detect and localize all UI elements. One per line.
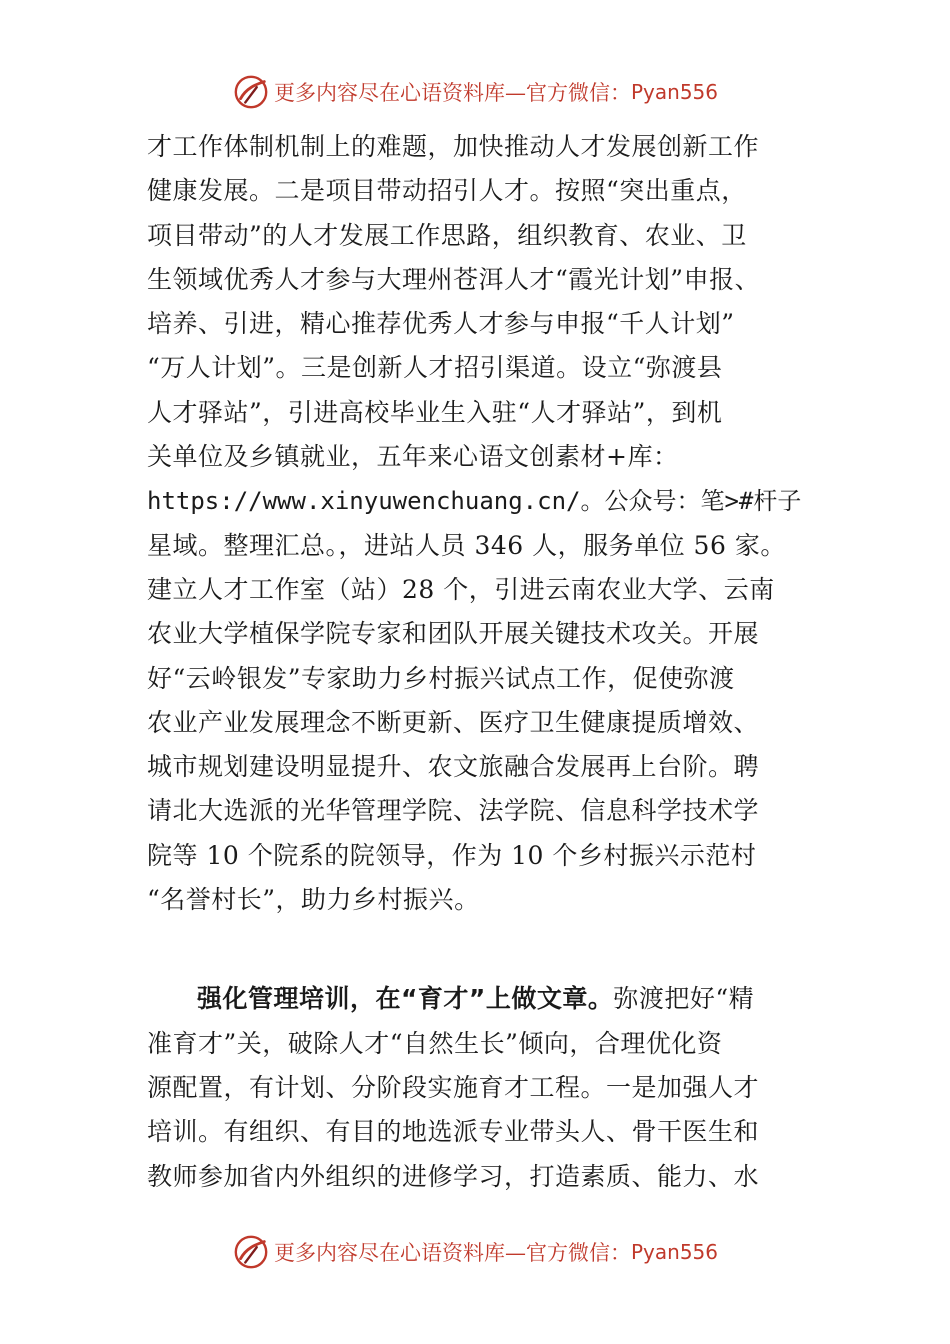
text-line: 请北大选派的光华管理学院、法学院、信息科学技术学 bbox=[147, 796, 760, 826]
text-line: 生领域优秀人才参与大理州苍洱人才“霞光计划”申报、 bbox=[147, 264, 761, 294]
watermark-text: 更多内容尽在心语资料库—官方微信： bbox=[273, 1241, 631, 1265]
text-line: 准育才”关，破除人才“自然生长”倾向，合理优化资 bbox=[147, 1028, 723, 1058]
text-line: “万人计划”。三是创新人才招引渠道。设立“弥渡县 bbox=[147, 353, 723, 383]
text-line: 星域。整理汇总。，进站人员 346 人，服务单位 56 家。 bbox=[147, 530, 786, 560]
text-line-first bbox=[147, 977, 827, 1021]
text-line-url: https://www.xinyuwenchuang.cn/。公众号：笔>#杆子 bbox=[147, 487, 802, 516]
paragraph-lead-heading: 强化管理培训，在“育才”上做文章。 bbox=[197, 984, 614, 1014]
text-line: 才工作体制机制上的难题，加快推动人才发展创新工作 bbox=[147, 132, 760, 161]
watermark-footer bbox=[0, 1230, 950, 1274]
text-line: “名誉村长”，助力乡村振兴。 bbox=[147, 885, 480, 915]
watermark-wechat-id: Pyan556 bbox=[630, 80, 718, 104]
watermark-wechat-id: Pyan556 bbox=[630, 1240, 718, 1264]
text-line: 项目带动”的人才发展工作思路，组织教育、农业、卫 bbox=[147, 220, 747, 250]
first-line-rest: 弥渡把好“精 bbox=[613, 984, 755, 1014]
brand-logo-icon bbox=[232, 73, 270, 111]
watermark-text: 更多内容尽在心语资料库—官方微信： bbox=[273, 81, 631, 105]
text-line: 院等 10 个院系的院领导，作为 10 个乡村振兴示范村 bbox=[147, 840, 757, 870]
text-line: 人才驿站”，引进高校毕业生入驻“人才驿站”，到机 bbox=[147, 397, 723, 427]
text-line: 培养、引进，精心推荐优秀人才参与申报“千人计划” bbox=[147, 309, 735, 339]
text-line: 教师参加省内外组织的进修学习，打造素质、能力、水 bbox=[147, 1161, 760, 1191]
brand-logo-icon bbox=[232, 1233, 270, 1271]
paragraph-spacer bbox=[147, 922, 827, 977]
text-line: 培训。有组织、有目的地选派专业带头人、骨干医生和 bbox=[147, 1117, 760, 1147]
text-line: 建立人才工作室（站）28 个，引进云南农业大学、云南 bbox=[147, 574, 775, 604]
paragraph-2 bbox=[147, 977, 827, 1198]
paragraph-1 bbox=[147, 125, 827, 922]
text-line: 关单位及乡镇就业，五年来心语文创素材+库： bbox=[147, 442, 679, 472]
watermark-header bbox=[0, 70, 950, 114]
text-line: 农业大学植保学院专家和团队开展关键技术攻关。开展 bbox=[147, 619, 760, 649]
text-line: 源配置，有计划、分阶段实施育才工程。一是加强人才 bbox=[147, 1072, 760, 1102]
text-line: 农业产业发展理念不断更新、医疗卫生健康提质增效、 bbox=[147, 707, 760, 737]
text-line: 城市规划建设明显提升、农文旅融合发展再上台阶。聘 bbox=[147, 752, 760, 782]
document-body bbox=[147, 125, 827, 1199]
text-line: 健康发展。二是项目带动招引人才。按照“突出重点， bbox=[147, 176, 747, 206]
text-line: 好“云岭银发”专家助力乡村振兴试点工作，促使弥渡 bbox=[147, 663, 735, 693]
